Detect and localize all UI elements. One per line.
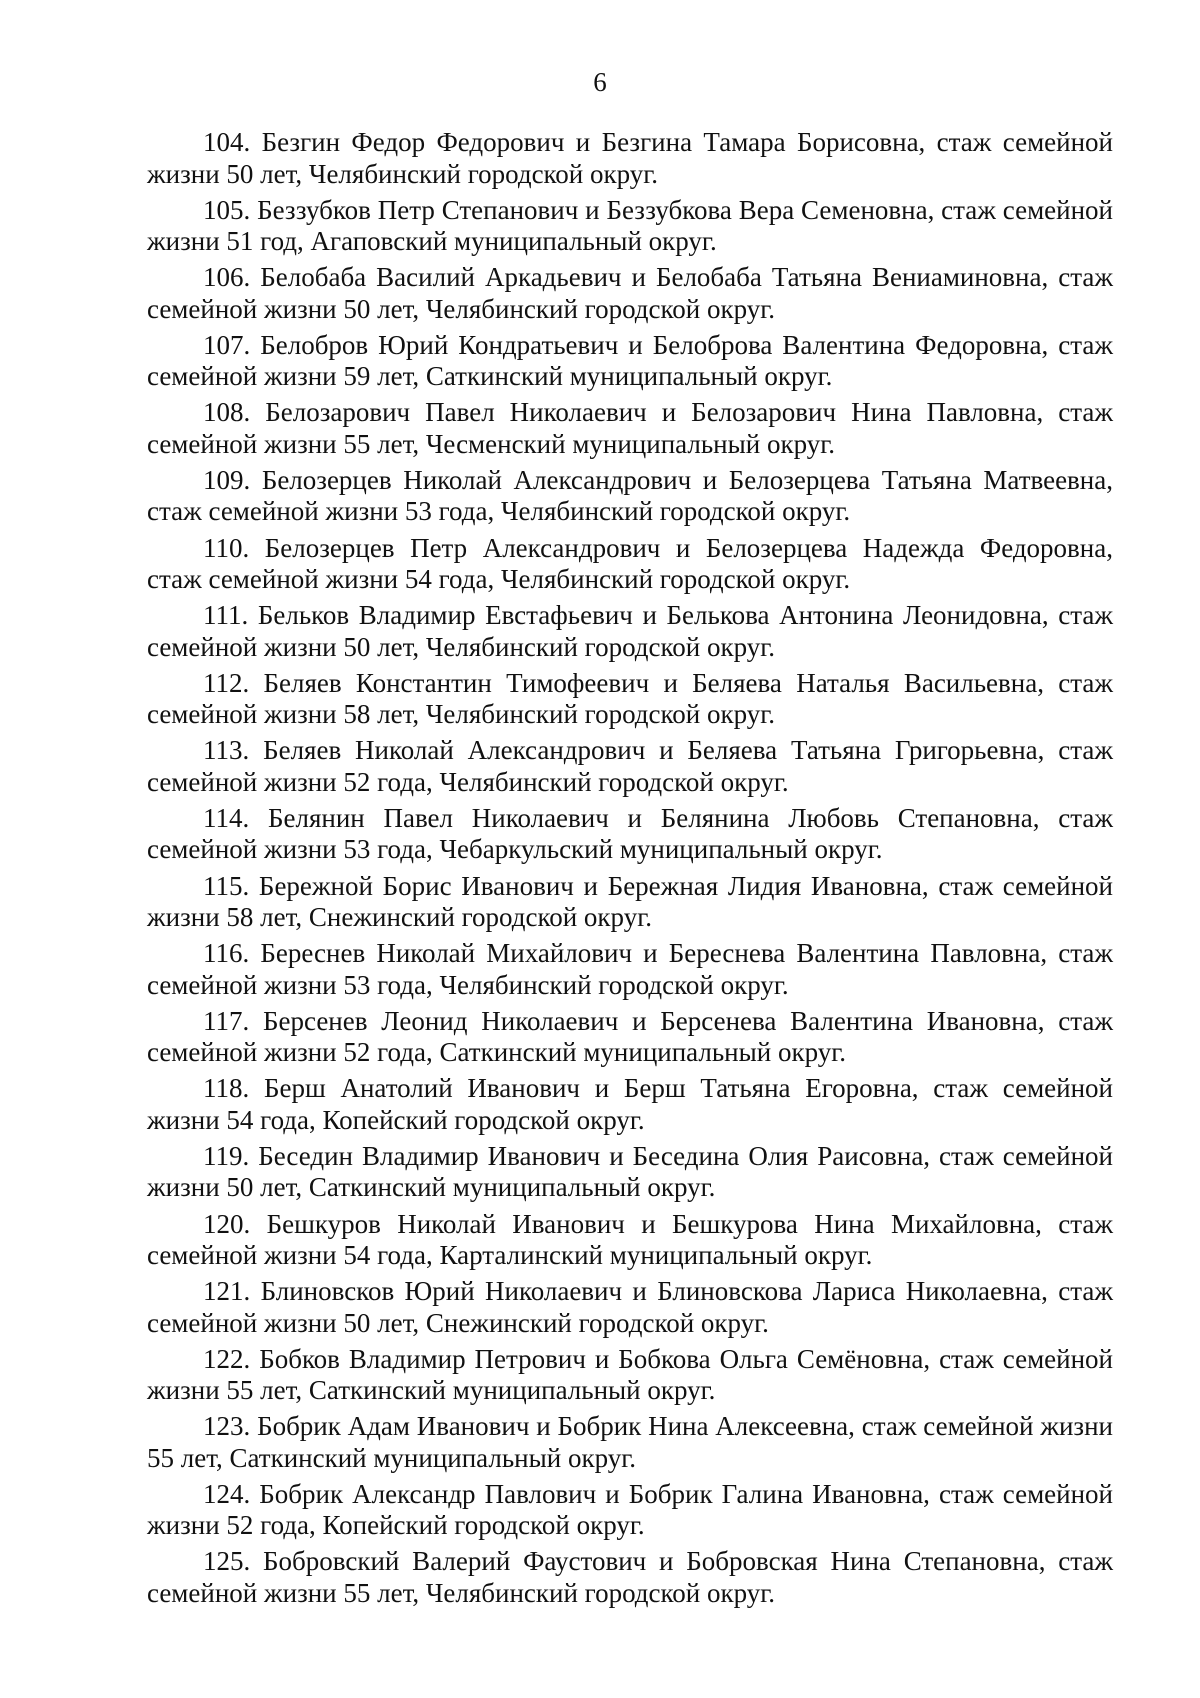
list-item: 115. Бережной Борис Иванович и Бережная Лидия Ивановна, стаж семейной жизни 58 лет, Снежинский городской округ. bbox=[147, 870, 1113, 933]
list-item: 121. Блиновсков Юрий Николаевич и Блиновскова Лариса Николаевна, стаж семейной жизни 50 лет, Снежинский городской округ. bbox=[147, 1276, 1113, 1338]
list-item: 112. Беляев Константин Тимофеевич и Беляева Наталья Васильевна, стаж семейной жизни 58 лет, Челябинский городской округ. bbox=[147, 667, 1113, 730]
list-item: 116. Береснев Николай Михайлович и Береснева Валентина Павловна, стаж семейной жизни 53 года, Челябинский городской округ. bbox=[147, 938, 1113, 1000]
list-item: 114. Белянин Павел Николаевич и Белянина Любовь Степановна, стаж семейной жизни 53 года, Чебаркульский муниципальный округ. bbox=[147, 802, 1113, 865]
page-number: 6 bbox=[593, 67, 607, 97]
list-item: 113. Беляев Николай Александрович и Беляева Татьяна Григорьевна, стаж семейной жизни 52 года, Челябинский городской округ. bbox=[147, 735, 1113, 797]
list-item: 119. Беседин Владимир Иванович и Беседина Олия Раисовна, стаж семейной жизни 50 лет, Саткинский муниципальный округ. bbox=[147, 1140, 1113, 1203]
list-item: 125. Бобровский Валерий Фаустович и Бобровская Нина Степановна, стаж семейной жизни 55 лет, Челябинский городской округ. bbox=[147, 1546, 1113, 1608]
list-item: 108. Белозарович Павел Николаевич и Белозарович Нина Павловна, стаж семейной жизни 55 лет, Чесменский муниципальный округ. bbox=[147, 397, 1113, 459]
list-item: 122. Бобков Владимир Петрович и Бобкова Ольга Семёновна, стаж семейной жизни 55 лет, Саткинский муниципальный округ. bbox=[147, 1343, 1113, 1406]
list-item: 107. Белобров Юрий Кондратьевич и Белоброва Валентина Федоровна, стаж семейной жизни 59 лет, Саткинский муниципальный округ. bbox=[147, 329, 1113, 392]
list-item: 123. Бобрик Адам Иванович и Бобрик Нина Алексеевна, стаж семейной жизни 55 лет, Саткинский муниципальный округ. bbox=[147, 1411, 1113, 1473]
list-item: 111. Бельков Владимир Евстафьевич и Белькова Антонина Леонидовна, стаж семейной жизни 50 лет, Челябинский городской округ. bbox=[147, 600, 1113, 662]
list-item: 120. Бешкуров Николай Иванович и Бешкурова Нина Михайловна, стаж семейной жизни 54 года, Карталинский муниципальный округ. bbox=[147, 1208, 1113, 1270]
list-item: 110. Белозерцев Петр Александрович и Белозерцева Надежда Федоровна, стаж семейной жизни 54 года, Челябинский городской округ. bbox=[147, 532, 1113, 595]
list-item: 106. Белобаба Василий Аркадьевич и Белобаба Татьяна Вениаминовна, стаж семейной жизни 50 лет, Челябинский городской округ. bbox=[147, 262, 1113, 324]
entry-list bbox=[147, 127, 1113, 1614]
list-item: 118. Берш Анатолий Иванович и Берш Татьяна Егоровна, стаж семейной жизни 54 года, Копейский городской округ. bbox=[147, 1073, 1113, 1135]
list-item: 109. Белозерцев Николай Александрович и Белозерцева Татьяна Матвеевна, стаж семейной жизни 53 года, Челябинский городской округ. bbox=[147, 464, 1113, 527]
list-item: 104. Безгин Федор Федорович и Безгина Тамара Борисовна, стаж семейной жизни 50 лет, Челябинский городской округ. bbox=[147, 127, 1113, 189]
list-item: 124. Бобрик Александр Павлович и Бобрик Галина Ивановна, стаж семейной жизни 52 года, Копейский городской округ. bbox=[147, 1478, 1113, 1541]
list-item: 117. Берсенев Леонид Николаевич и Берсенева Валентина Ивановна, стаж семейной жизни 52 года, Саткинский муниципальный округ. bbox=[147, 1005, 1113, 1068]
list-item: 105. Беззубков Петр Степанович и Беззубкова Вера Семеновна, стаж семейной жизни 51 год, Агаповский муниципальный округ. bbox=[147, 194, 1113, 257]
